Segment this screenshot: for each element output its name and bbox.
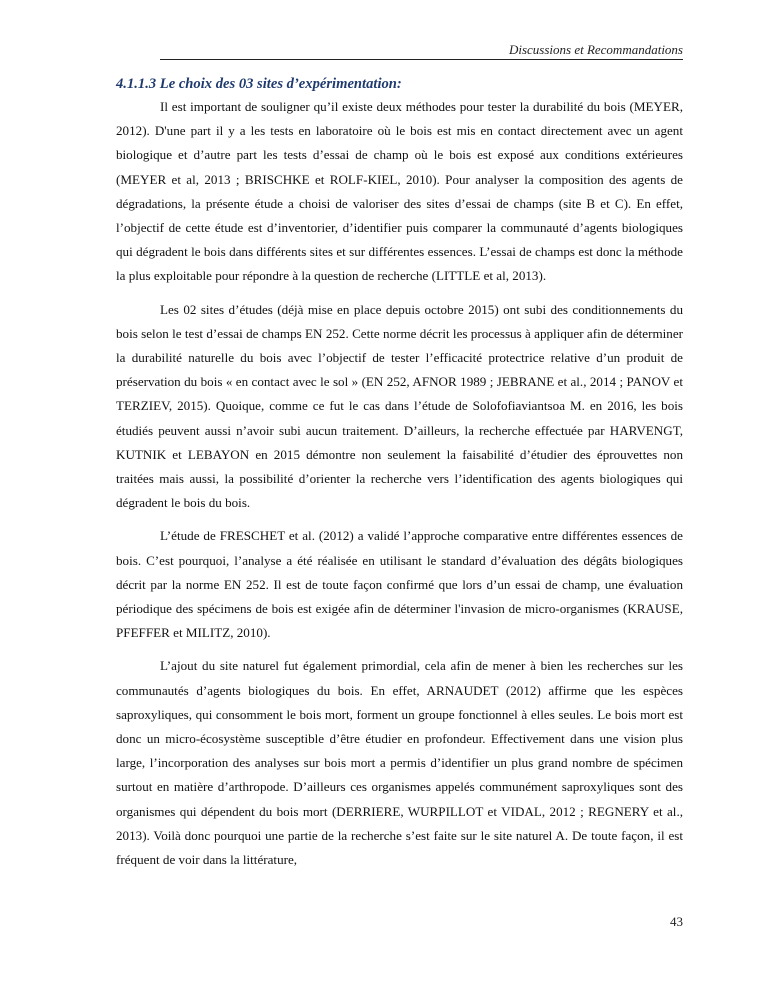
header-rule <box>160 59 683 60</box>
page-number: 43 <box>670 914 683 929</box>
paragraph-durability-methods: Il est important de souligner qu’il existe deux méthodes pour tester la durabilité du bois (MEYER, 2012). D'une part il y a les tests en laboratoire où le bois est mis en contact directement avec un agent biologique et d’autre part les tests d’essai de champ où le bois est exposé aux conditions extérieures (MEYER et al, 2013 ; BRISCHKE et ROLF-KIEL, 2010). Pour analyser la composition des agents de dégradations, la présente étude a choisi de valoriser des sites d’essai de champs (site B et C). En effet, l’objectif de cette étude est d’inventorier, d’identifier puis comparer la communauté d’agents biologiques qui dégradent le bois dans différents sites et sur différentes essences. L’essai de champs est donc la méthode la plus exploitable pour répondre à la question de recherche (LITTLE et al, 2013). <box>116 99 683 284</box>
paragraph-natural-site: L’ajout du site naturel fut également primordial, cela afin de mener à bien les recherches sur les communautés d’agents biologiques du bois. En effet, ARNAUDET (2012) affirme que les espèces saproxyliques, qui consomment le bois mort, forment un groupe fonctionnel à elles seules. Le bois mort est donc un micro-écosystème susceptible d’être étudier en profondeur. Effectivement dans une vision plus large, l’incorporation des analyses sur bois mort a permis d’identifier un plus grand nombre de spécimen surtout en matière d’arthropode. D’ailleurs ces organismes appelés communément saproxyliques sont des organismes qui dépendent du bois mort (DERRIERE, WURPILLOT et VIDAL, 2012 ; REGNERY et al., 2013). Voilà donc pourquoi une partie de la recherche s’est faite sur le site naturel A. De toute façon, il est fréquent de voir dans la littérature, <box>116 658 683 868</box>
paragraph-study-sites: Les 02 sites d’études (déjà mise en place depuis octobre 2015) ont subi des conditionnements du bois selon le test d’essai de champs EN 252. Cette norme décrit les processus à appliquer afin de déterminer la durabilité naturelle du bois avec l’objectif de tester l’efficacité protectrice relative d’un produit de préservation du bois « en contact avec le sol » (EN 252, AFNOR 1989 ; JEBRANE et al., 2014 ; PANOV et TERZIEV, 2015). Quoique, comme ce fut le cas dans l’étude de Solofofiaviantsoa M. en 2016, les bois étudiés peuvent aussi n’avoir subi aucun traitement. D’ailleurs, la recherche effectuée par HARVENGT, KUTNIK et LEBAYON en 2015 démontre non seulement la faisabilité d’étudier des éprouvettes non traitées mais aussi, la possibilité d’orienter la recherche vers l’identification des agents biologiques qui dégradent le bois du bois. <box>116 301 683 511</box>
body-text <box>116 95 683 881</box>
section-heading: 4.1.1.3 Le choix des 03 sites d’expérimentation: <box>116 76 402 92</box>
running-header: Discussions et Recommandations <box>508 42 683 57</box>
paragraph-comparative-approach: L’étude de FRESCHET et al. (2012) a validé l’approche comparative entre différentes essences de bois. C’est pourquoi, l’analyse a été réalisée en utilisant le standard d’évaluation des dégâts biologiques décrit par la norme EN 252. Il est de toute façon confirmé que lors d’un essai de champ, une évaluation périodique des spécimens de bois est exigée afin de déterminer l'invasion de micro-organismes (KRAUSE, PFEFFER et MILITZ, 2010). <box>116 528 683 641</box>
